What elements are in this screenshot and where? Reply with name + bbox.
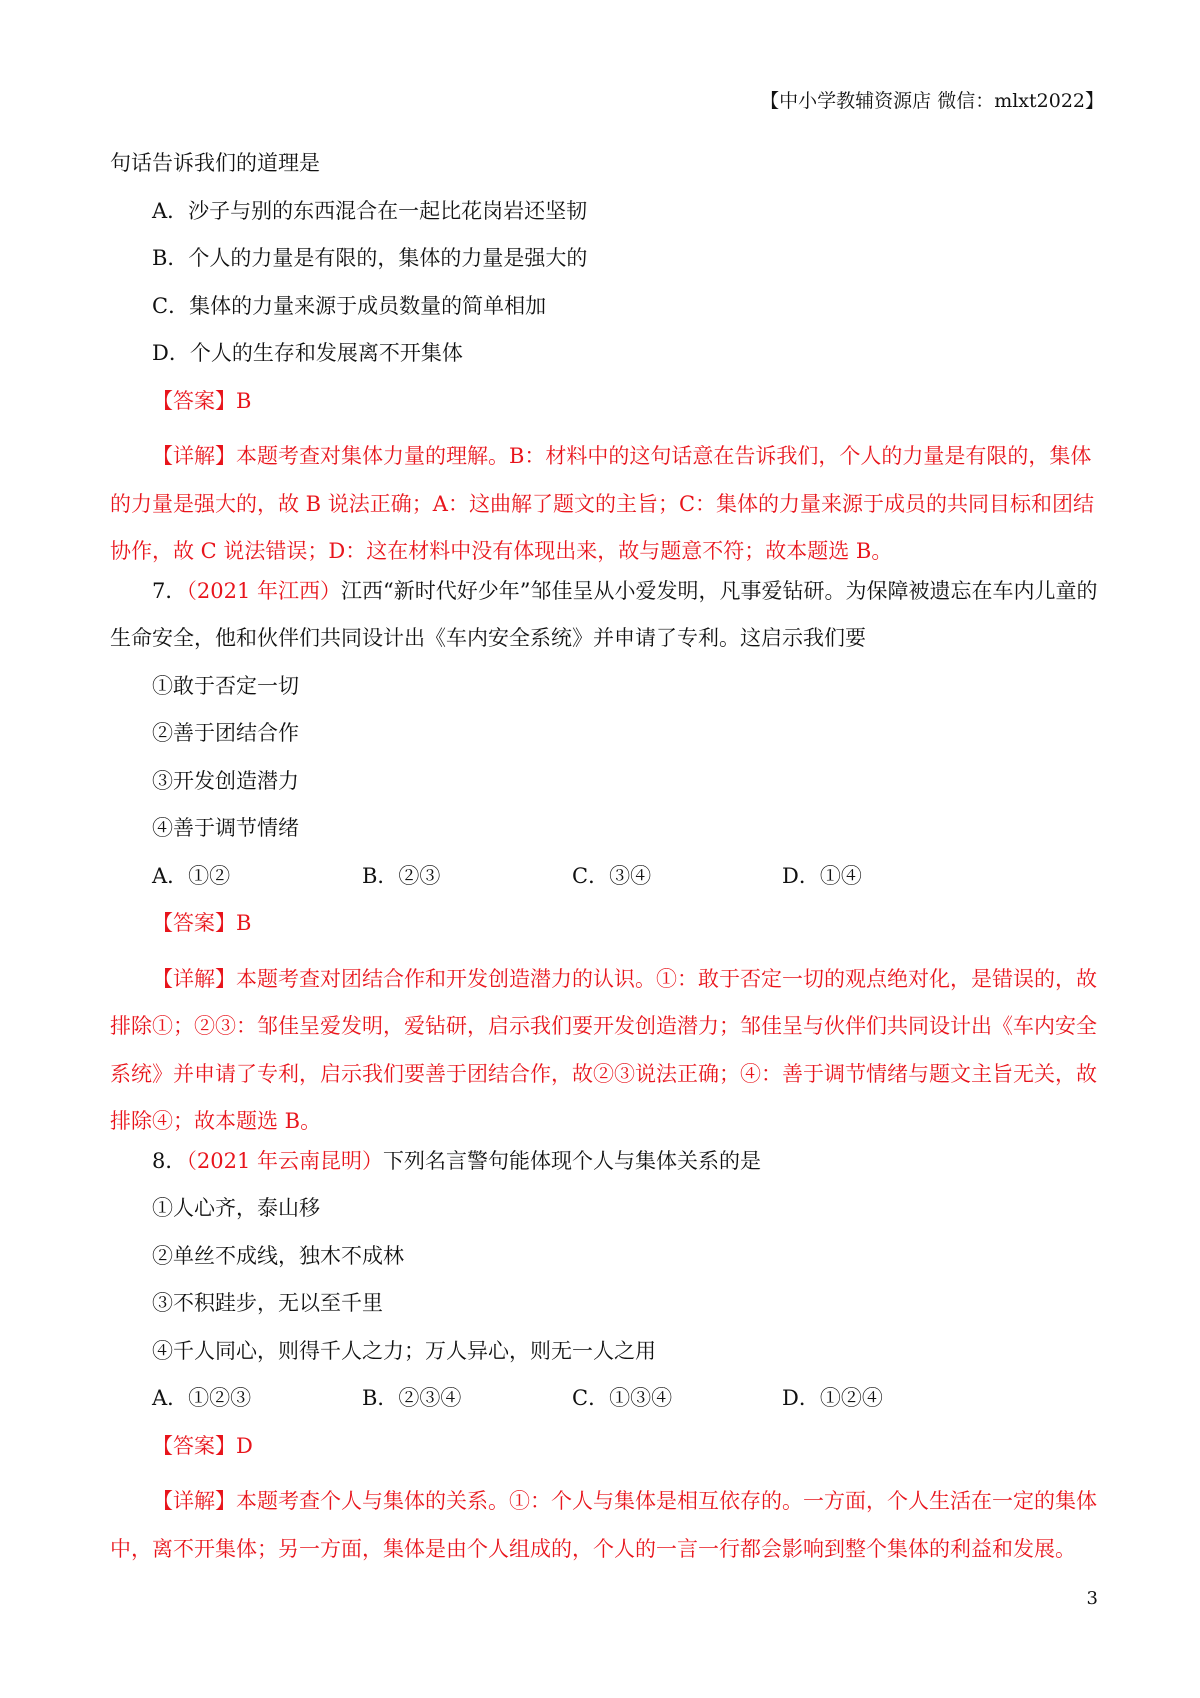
q7-choice-b: B．②③ (362, 863, 441, 888)
q8-detail: 【详解】本题考查个人与集体的关系。①：个人与集体是相互依存的。一方面，个人生活在一定的集体中，离不开集体；另一方面，集体是由个人组成的，个人的一言一行都会影响到整个集体的利益和发展。 (110, 1489, 1097, 1561)
q7-item-4: ④善于调节情绪 (152, 816, 299, 840)
q7-source: （2021 年江西） (186, 578, 341, 603)
q7-choice-c: C．③④ (572, 863, 652, 888)
q6-detail: 【详解】本题考查对集体力量的理解。B：材料中的这句话意在告诉我们，个人的力量是有限的，集体的力量是强大的，故 B 说法正确；A：这曲解了题文的主旨；C：集体的力量来源于成员的共同目标和团结协作，故 C 说法错误；D：这在材料中没有体现出来，故与题意不符；故本题选 B。 (110, 444, 1095, 563)
q7-stem-line2: 生命安全，他和伙伴们共同设计出《车内安全系统》并申请了专利。这启示我们要 (110, 626, 866, 650)
q7-choices (110, 861, 1100, 909)
q7-stem-text: 江西“新时代好少年”邹佳呈从小爱发明，凡事爱钻研。为保障被遗忘在车内儿童的 (341, 578, 1098, 603)
q8-choice-a: A．①②③ (152, 1386, 252, 1410)
q8-stem-text: 下列名言警句能体现个人与集体关系的是 (383, 1148, 761, 1173)
q8-choice-b: B．②③④ (362, 1386, 462, 1410)
q8-answer: 【答案】D (152, 1433, 253, 1458)
q8-choice-d: D．①②④ (782, 1386, 883, 1410)
q8-choices (110, 1383, 1100, 1431)
q7-number: 7． (152, 578, 187, 603)
page-header: 【中小学教辅资源店 微信：mlxt2022】 (760, 90, 1104, 112)
q7-choice-d: D．①④ (782, 863, 862, 888)
q7-item-3: ③开发创造潜力 (152, 768, 299, 793)
q8-stem (110, 1146, 1100, 1194)
q8-number: 8． (152, 1148, 187, 1173)
content (110, 148, 1100, 1573)
q6-option-a: A．沙子与别的东西混合在一起比花岗岩还坚韧 (152, 198, 588, 223)
q7-answer: 【答案】B (152, 911, 252, 935)
q8-item-2: ②单丝不成线，独木不成林 (152, 1243, 404, 1268)
q7-detail: 【详解】本题考查对团结合作和开发创造潜力的认识。①：敢于否定一切的观点绝对化，是错误的，故排除①；②③：邹佳呈爱发明，爱钻研，启示我们要开发创造潜力；邹佳呈与伙伴们共同设计出《车内安全系统》并申请了专利，启示我们要善于团结合作，故②③说法正确；④：善于调节情绪与题文主旨无关，故排除④；故本题选 B。 (110, 966, 1097, 1133)
q7-stem (110, 576, 1100, 624)
q8-item-4: ④千人同心，则得千人之力；万人异心，则无一人之用 (152, 1338, 656, 1363)
q8-source: （2021 年云南昆明） (186, 1148, 383, 1173)
q8-item-1: ①人心齐，泰山移 (152, 1196, 320, 1220)
q6-option-d: D．个人的生存和发展离不开集体 (152, 341, 463, 365)
q7-item-1: ①敢于否定一切 (152, 673, 299, 698)
q6-answer: 【答案】B (152, 388, 252, 413)
q6-option-b: B．个人的力量是有限的，集体的力量是强大的 (152, 246, 588, 270)
q6-stem-tail: 句话告诉我们的道理是 (110, 151, 320, 175)
page-number: 3 (1086, 1588, 1098, 1609)
q6-option-c: C．集体的力量来源于成员数量的简单相加 (152, 293, 547, 318)
q8-item-3: ③不积跬步，无以至千里 (152, 1291, 383, 1315)
q8-choice-c: C．①③④ (572, 1386, 673, 1410)
q7-item-2: ②善于团结合作 (152, 721, 299, 745)
q7-choice-a: A．①② (152, 863, 231, 888)
